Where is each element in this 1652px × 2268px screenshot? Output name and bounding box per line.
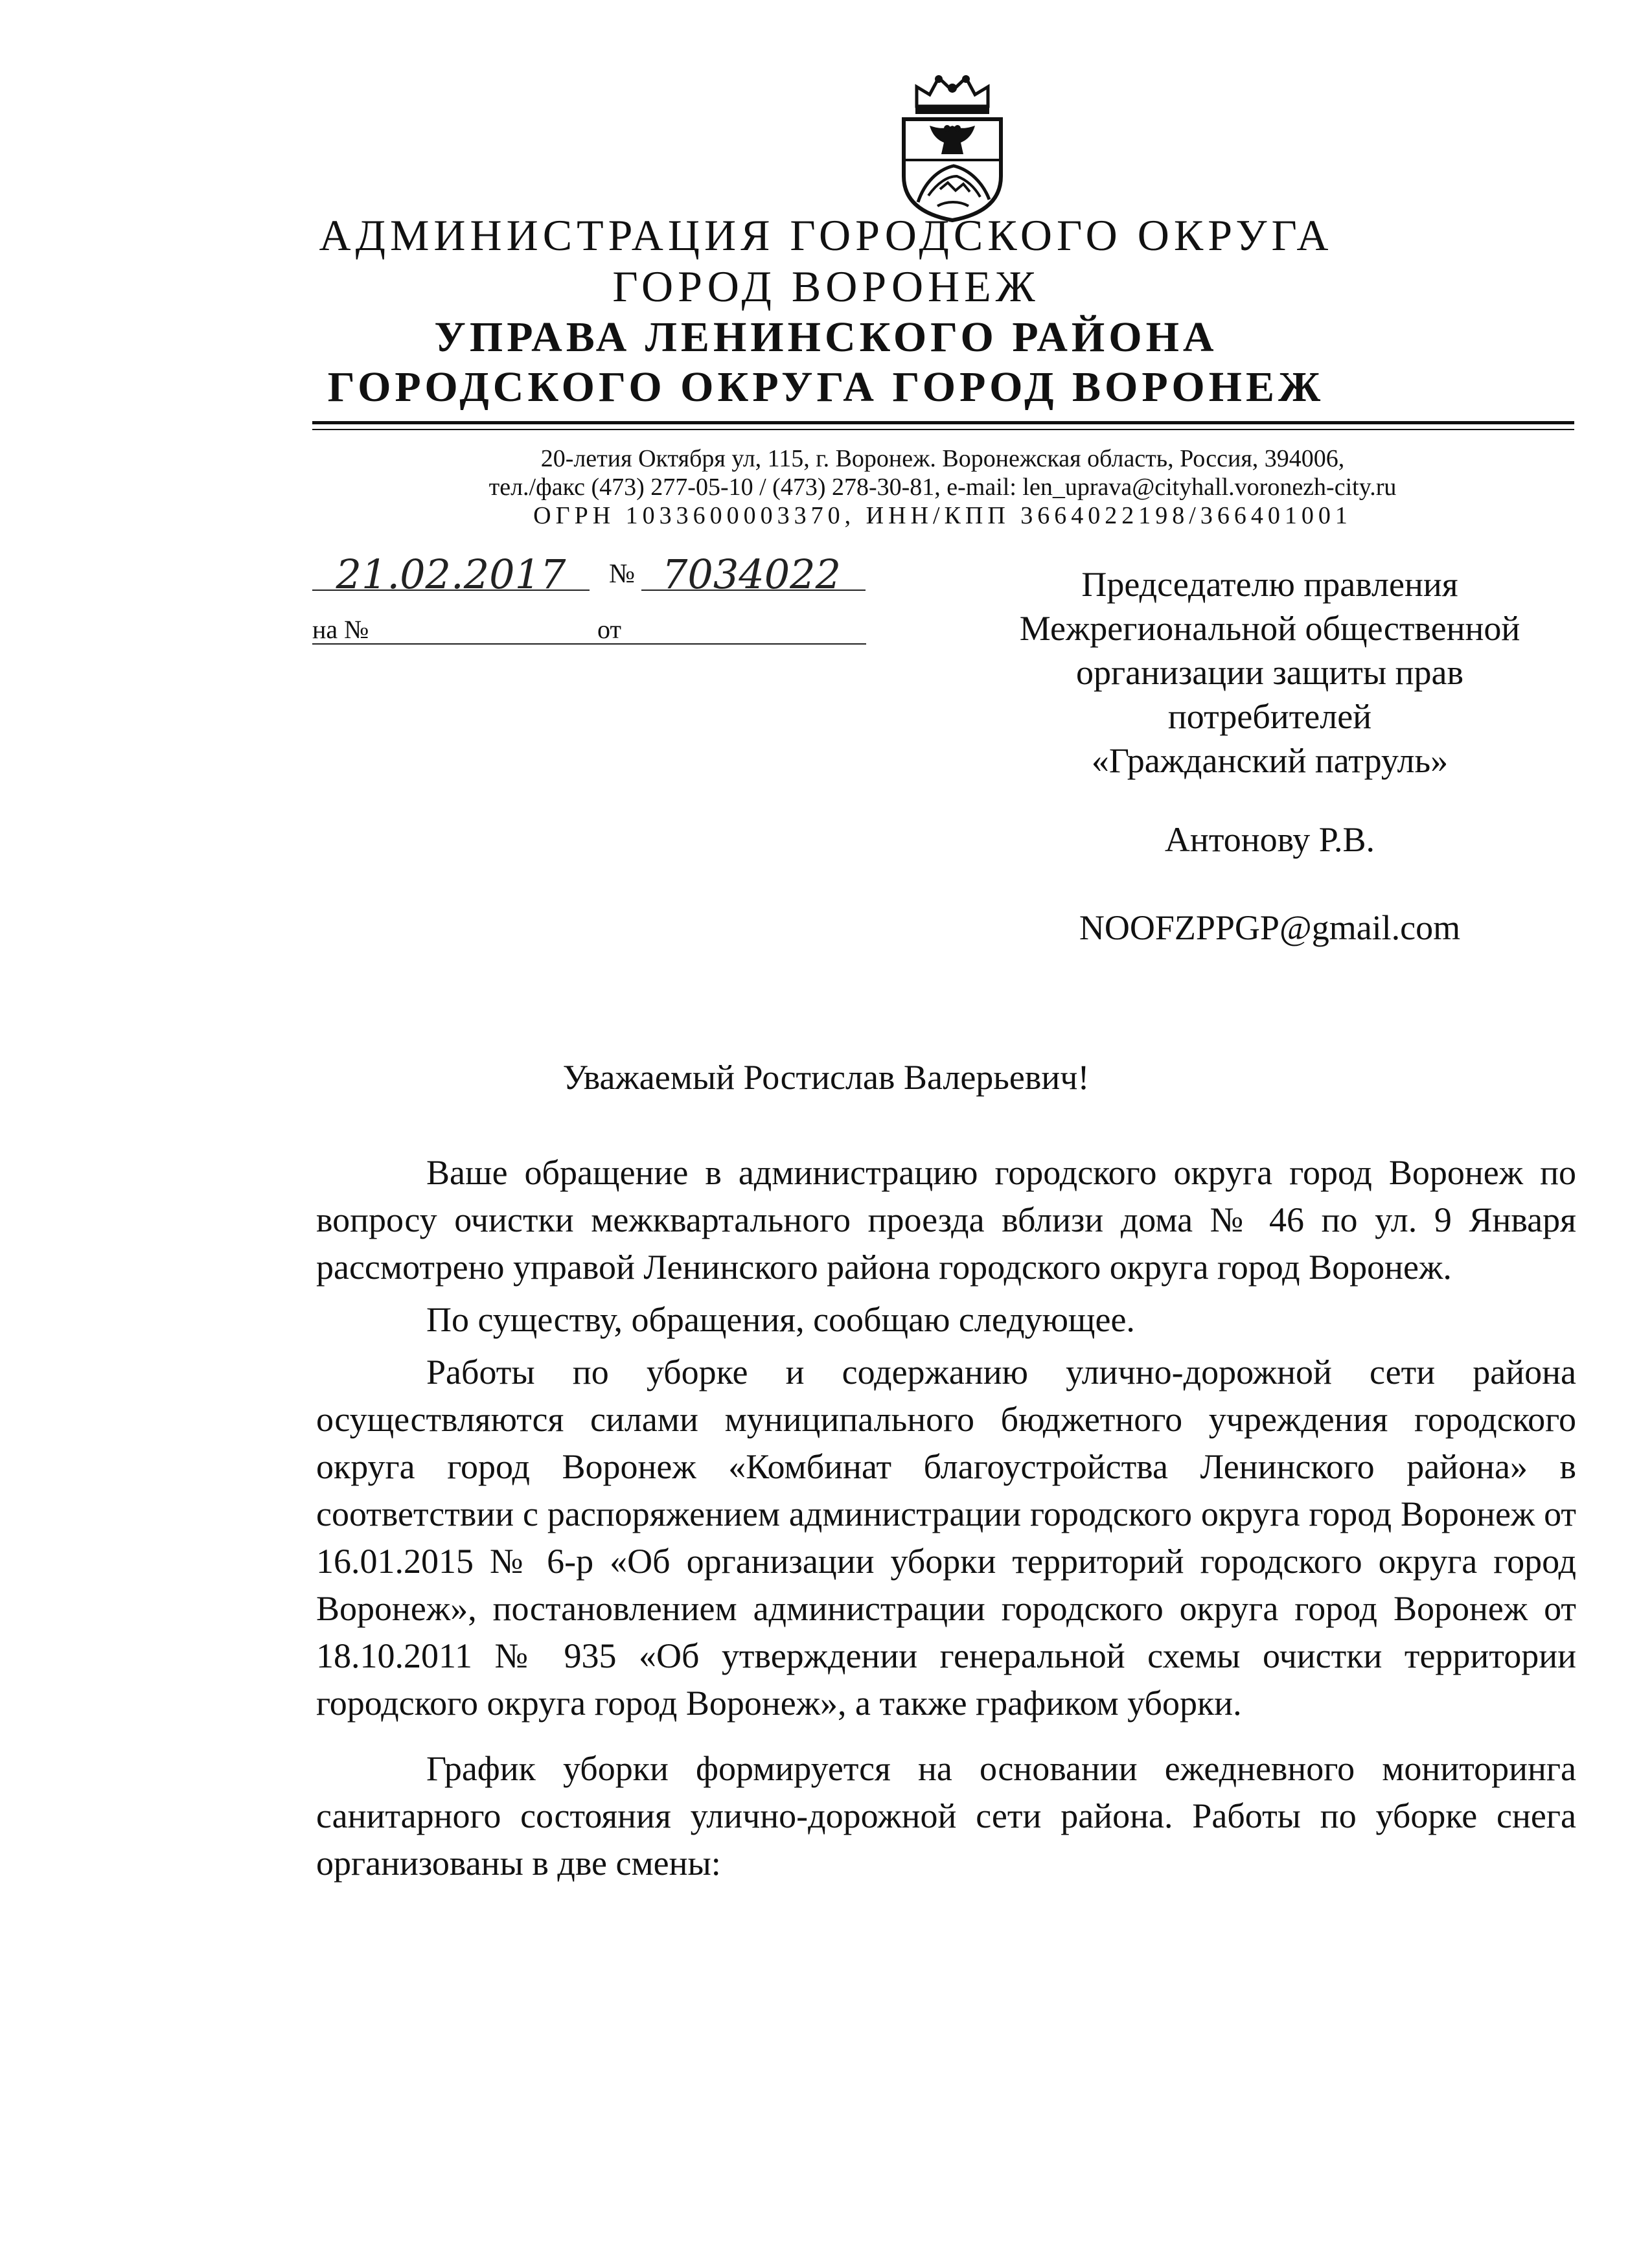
city-coat-of-arms-icon (892, 73, 1013, 223)
org-address: 20-летия Октября ул, 115, г. Воронеж. Воронежская область, Россия, 394006, (540, 445, 1345, 472)
header-rule-thick (312, 421, 1574, 424)
header-rule-thin (312, 429, 1574, 430)
recipient-line: потребителей (1167, 697, 1372, 736)
body-paragraph: По существу, обращения, сообщаю следующее. (426, 1300, 1135, 1339)
org-contacts: тел./факс (473) 277-05-10 / (473) 278-30-81, e-mail: len_uprava@cityhall.voronezh-city.ru (488, 474, 1397, 501)
org-title-line-2: ГОРОД ВОРОНЕЖ (612, 262, 1040, 311)
letter-date: 21.02.2017 (336, 551, 566, 598)
reference-number-label: на № (312, 615, 369, 644)
date-underline (312, 590, 590, 591)
recipient-line: Председателю правления (1081, 565, 1458, 604)
recipient-line: организации защиты прав (1076, 653, 1463, 692)
letter-body (316, 1149, 1576, 1887)
letter-number-label: № (609, 559, 636, 589)
body-paragraph: Ваше обращение в администрацию городского округа город Воронеж по вопросу очистки межквартального проезда вблизи дома № 46 по ул. 9 Января рассмотрено управой Ленинского района городского округа город Воронеж. (316, 1153, 1576, 1287)
number-underline (641, 590, 866, 591)
recipient-block (946, 562, 1594, 783)
org-title-line-3: УПРАВА ЛЕНИНСКОГО РАЙОНА (434, 314, 1218, 361)
org-registry: ОГРН 1033600003370, ИНН/КПП 3664022198/366401001 (533, 502, 1352, 529)
recipient-line: Межрегиональной общественной (1019, 609, 1520, 648)
reference-underline (312, 643, 866, 645)
org-title-line-1: АДМИНИСТРАЦИЯ ГОРОДСКОГО ОКРУГА (319, 211, 1333, 260)
letter-number: 7034022 (661, 551, 842, 598)
recipient-name: Антонову Р.В. (1164, 820, 1375, 859)
recipient-email: NOOFZPPGP@gmail.com (1079, 908, 1461, 947)
body-paragraph: Работы по уборке и содержанию улично-дорожной сети района осуществляются силами муниципального бюджетного учреждения городского округа город Воронеж «Комбинат благоустройства Ленинского района» в соответствии с распоряжением администрации городского округа город Воронеж от 16.01.2015 № 6-р «Об организации уборки территорий городского округа город Воронеж», постановлением администрации городского округа город Воронеж от 18.10.2011 № 935 «Об утверждении генеральной схемы очистки территории городского округа город Воронеж», а также графиком уборки. (316, 1353, 1576, 1723)
letter-greeting: Уважаемый Ростислав Валерьевич! (562, 1058, 1090, 1097)
recipient-line: «Гражданский патруль» (1091, 741, 1449, 780)
body-paragraph: График уборки формируется на основании ежедневного мониторинга санитарного состояния улично-дорожной сети района. Работы по уборке снега организованы в две смены: (316, 1749, 1576, 1883)
reference-from-label: от (597, 615, 621, 644)
org-title-line-4: ГОРОДСКОГО ОКРУГА ГОРОД ВОРОНЕЖ (327, 363, 1325, 411)
